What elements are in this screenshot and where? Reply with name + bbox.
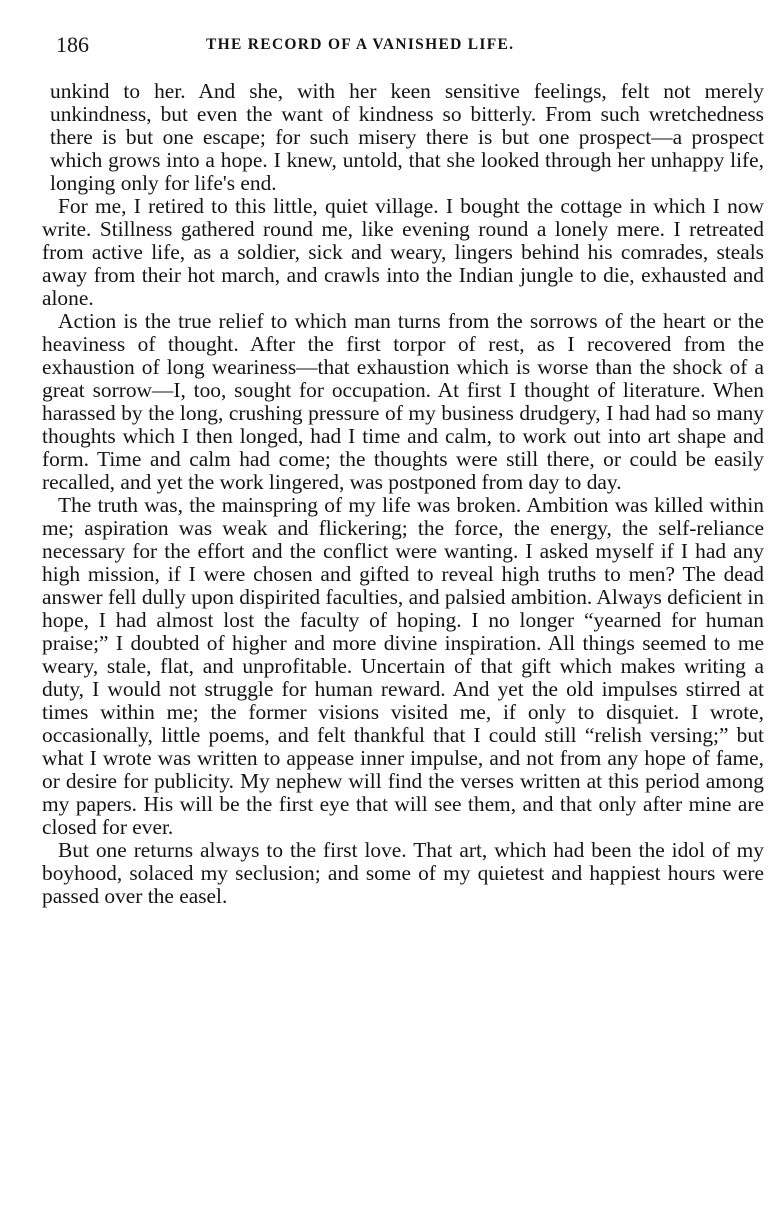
running-head xyxy=(56,30,756,60)
paragraph-4: The truth was, the mainspring of my life was broken. Ambition was killed within me; aspiration was weak and flickering; the force, the energy, the self-reliance necessary for the effort and the conflict were wanting. I asked myself if I had any high mission, if I were chosen and gifted to reveal high truths to men? The dead answer fell dully upon dispirited faculties, and palsied ambition. Always deficient in hope, I had almost lost the faculty of hoping. I no longer “yearned for human praise;” I doubted of higher and more divine inspiration. All things seemed to me weary, stale, flat, and unprofitable. Uncertain of that gift which makes writing a duty, I would not struggle for human reward. And yet the old impulses stirred at times within me; the former visions visited me, if only to disquiet. I wrote, occasionally, little poems, and felt thankful that I could still “relish versing;” but what I wrote was written to appease inner impulse, and not from any hope of fame, or desire for publicity. My nephew will find the verses written at this period among my papers. His will be the first eye that will see them, and that only after mine are closed for ever. xyxy=(42,493,764,839)
paragraph-2: For me, I retired to this little, quiet village. I bought the cottage in which I now write. Stillness gathered round me, like evening round a lonely mere. I retreated from active life, as a soldier, sick and weary, lingers behind his comrades, steals away from their hot march, and crawls into the Indian jungle to die, exhausted and alone. xyxy=(42,194,764,310)
page-number: 186 xyxy=(56,32,89,57)
paragraph-5: But one returns always to the first love. That art, which had been the idol of my boyhood, solaced my seclusion; and some of my quietest and happiest hours were passed over the easel. xyxy=(42,838,764,908)
paragraph-1: unkind to her. And she, with her keen sensitive feelings, felt not merely unkindness, but even the want of kindness so bitterly. From such wretchedness there is but one escape; for such misery there is but one prospect—a prospect which grows into a hope. I knew, untold, that she looked through her unhappy life, longing only for life's end. xyxy=(50,79,764,195)
running-title: THE RECORD OF A VANISHED LIFE. xyxy=(206,36,515,53)
paragraph-3: Action is the true relief to which man turns from the sorrows of the heart or the heaviness of thought. After the first torpor of rest, as I recovered from the exhaustion of long weariness—that exhaustion which is worse than the shock of a great sorrow—I, too, sought for occupation. At first I thought of literature. When harassed by the long, crushing pressure of my business drudgery, I had had so many thoughts which I then longed, had I time and calm, to work out into art shape and form. Time and calm had come; the thoughts were still there, or could be easily recalled, and yet the work lingered, was postponed from day to day. xyxy=(42,309,764,494)
body-text xyxy=(42,80,764,908)
